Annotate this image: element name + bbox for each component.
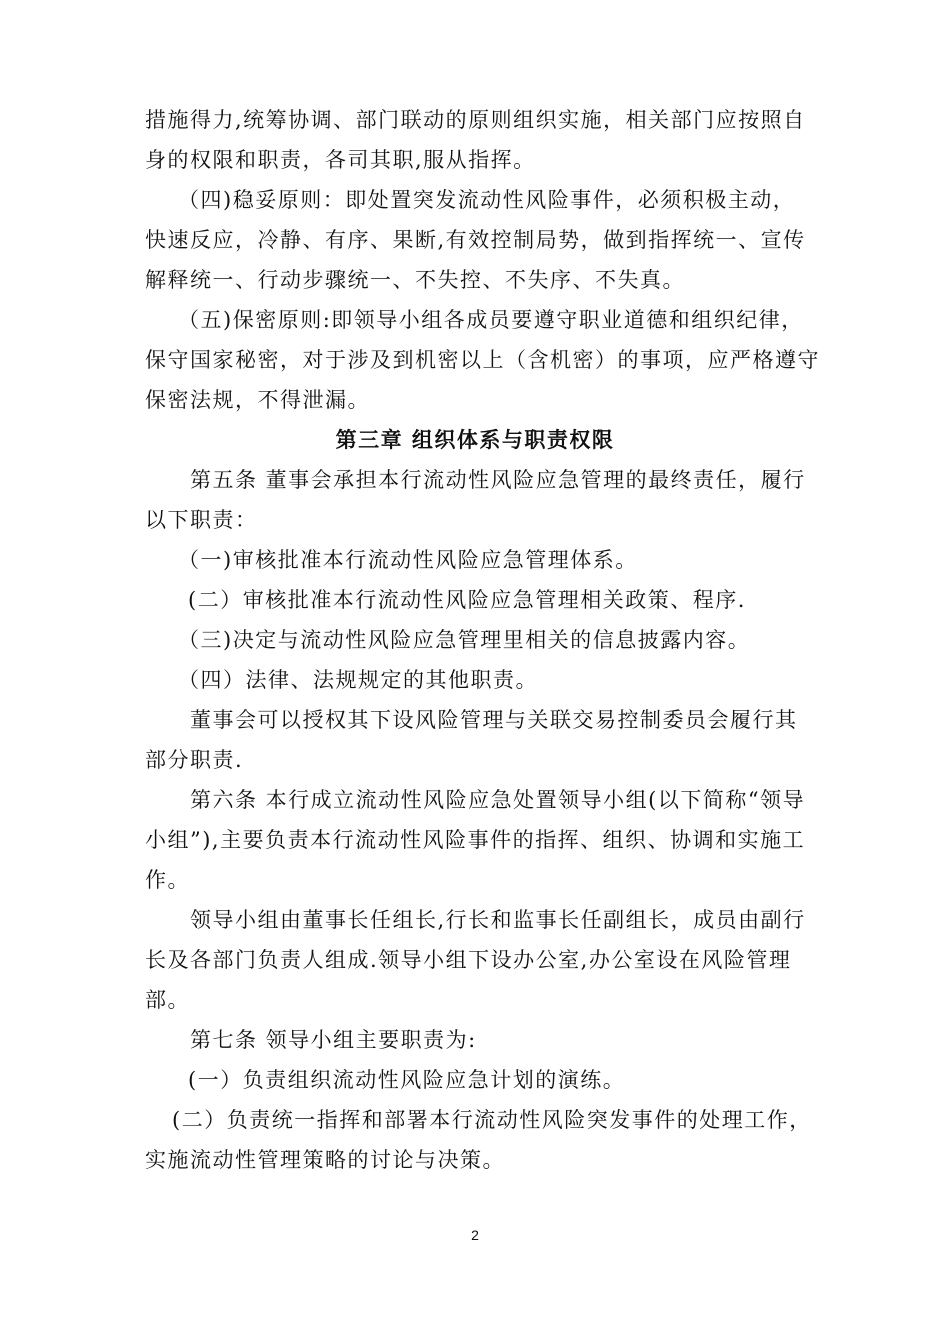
paragraph-line: 以下职责：	[145, 508, 258, 532]
paragraph-line: （三)决定与流动性风险应急管理里相关的信息披露内容。	[178, 628, 751, 652]
paragraph-line: 第六条 本行成立流动性风险应急处置领导小组(以下简称“领导	[190, 788, 806, 812]
paragraph-line: (一）负责组织流动性风险应急计划的演练。	[188, 1068, 626, 1092]
paragraph-line: 实施流动性管理策略的讨论与决策。	[145, 1148, 505, 1172]
paragraph-line: 保密法规，不得泄漏。	[145, 388, 370, 412]
paragraph-line: 作。	[145, 868, 190, 892]
paragraph-line: (二）审核批准本行流动性风险应急管理相关政策、程序.	[188, 588, 746, 612]
paragraph-line: 措施得力,统筹协调、部门联动的原则组织实施，相关部门应按照自	[145, 108, 806, 132]
chapter-heading: 第三章 组织体系与职责权限	[335, 427, 615, 452]
paragraph-line: 解释统一、行动步骤统一、不失控、不失序、不失真。	[145, 268, 685, 292]
paragraph-line: （一)审核批准本行流动性风险应急管理体系。	[178, 548, 638, 572]
paragraph-line: （五)保密原则:即领导小组各成员要遵守职业道德和组织纪律，	[178, 308, 804, 332]
paragraph-line: 长及各部门负责人组成.领导小组下设办公室,办公室设在风险管理	[145, 948, 792, 972]
paragraph-line: 身的权限和职责，各司其职,服从指挥。	[145, 148, 536, 172]
paragraph-line: 保守国家秘密，对于涉及到机密以上（含机密）的事项，应严格遵守	[145, 348, 820, 372]
paragraph-line: 董事会可以授权其下设风险管理与关联交易控制委员会履行其	[190, 708, 798, 732]
paragraph-line: 部。	[145, 988, 190, 1012]
paragraph-line: （四)稳妥原则：即处置突发流动性风险事件，必须积极主动，	[178, 188, 796, 212]
paragraph-line: 第五条 董事会承担本行流动性风险应急管理的最终责任，履行	[190, 468, 806, 492]
paragraph-line: （四）法律、法规规定的其他职责。	[178, 668, 538, 692]
paragraph-line: 第七条 领导小组主要职责为:	[190, 1028, 477, 1052]
paragraph-line: (二）负责统一指挥和部署本行流动性风险突发事件的处理工作，	[172, 1108, 812, 1132]
paragraph-line: 快速反应，冷静、有序、果断,有效控制局势，做到指挥统一、宣传	[145, 228, 806, 252]
paragraph-line: 部分职责.	[145, 748, 244, 772]
page-number: 2	[471, 1227, 479, 1243]
paragraph-line: 小组”),主要负责本行流动性风险事件的指挥、组织、协调和实施工	[145, 828, 806, 852]
paragraph-line: 领导小组由董事长任组长,行长和监事长任副组长，成员由副行	[190, 908, 806, 932]
